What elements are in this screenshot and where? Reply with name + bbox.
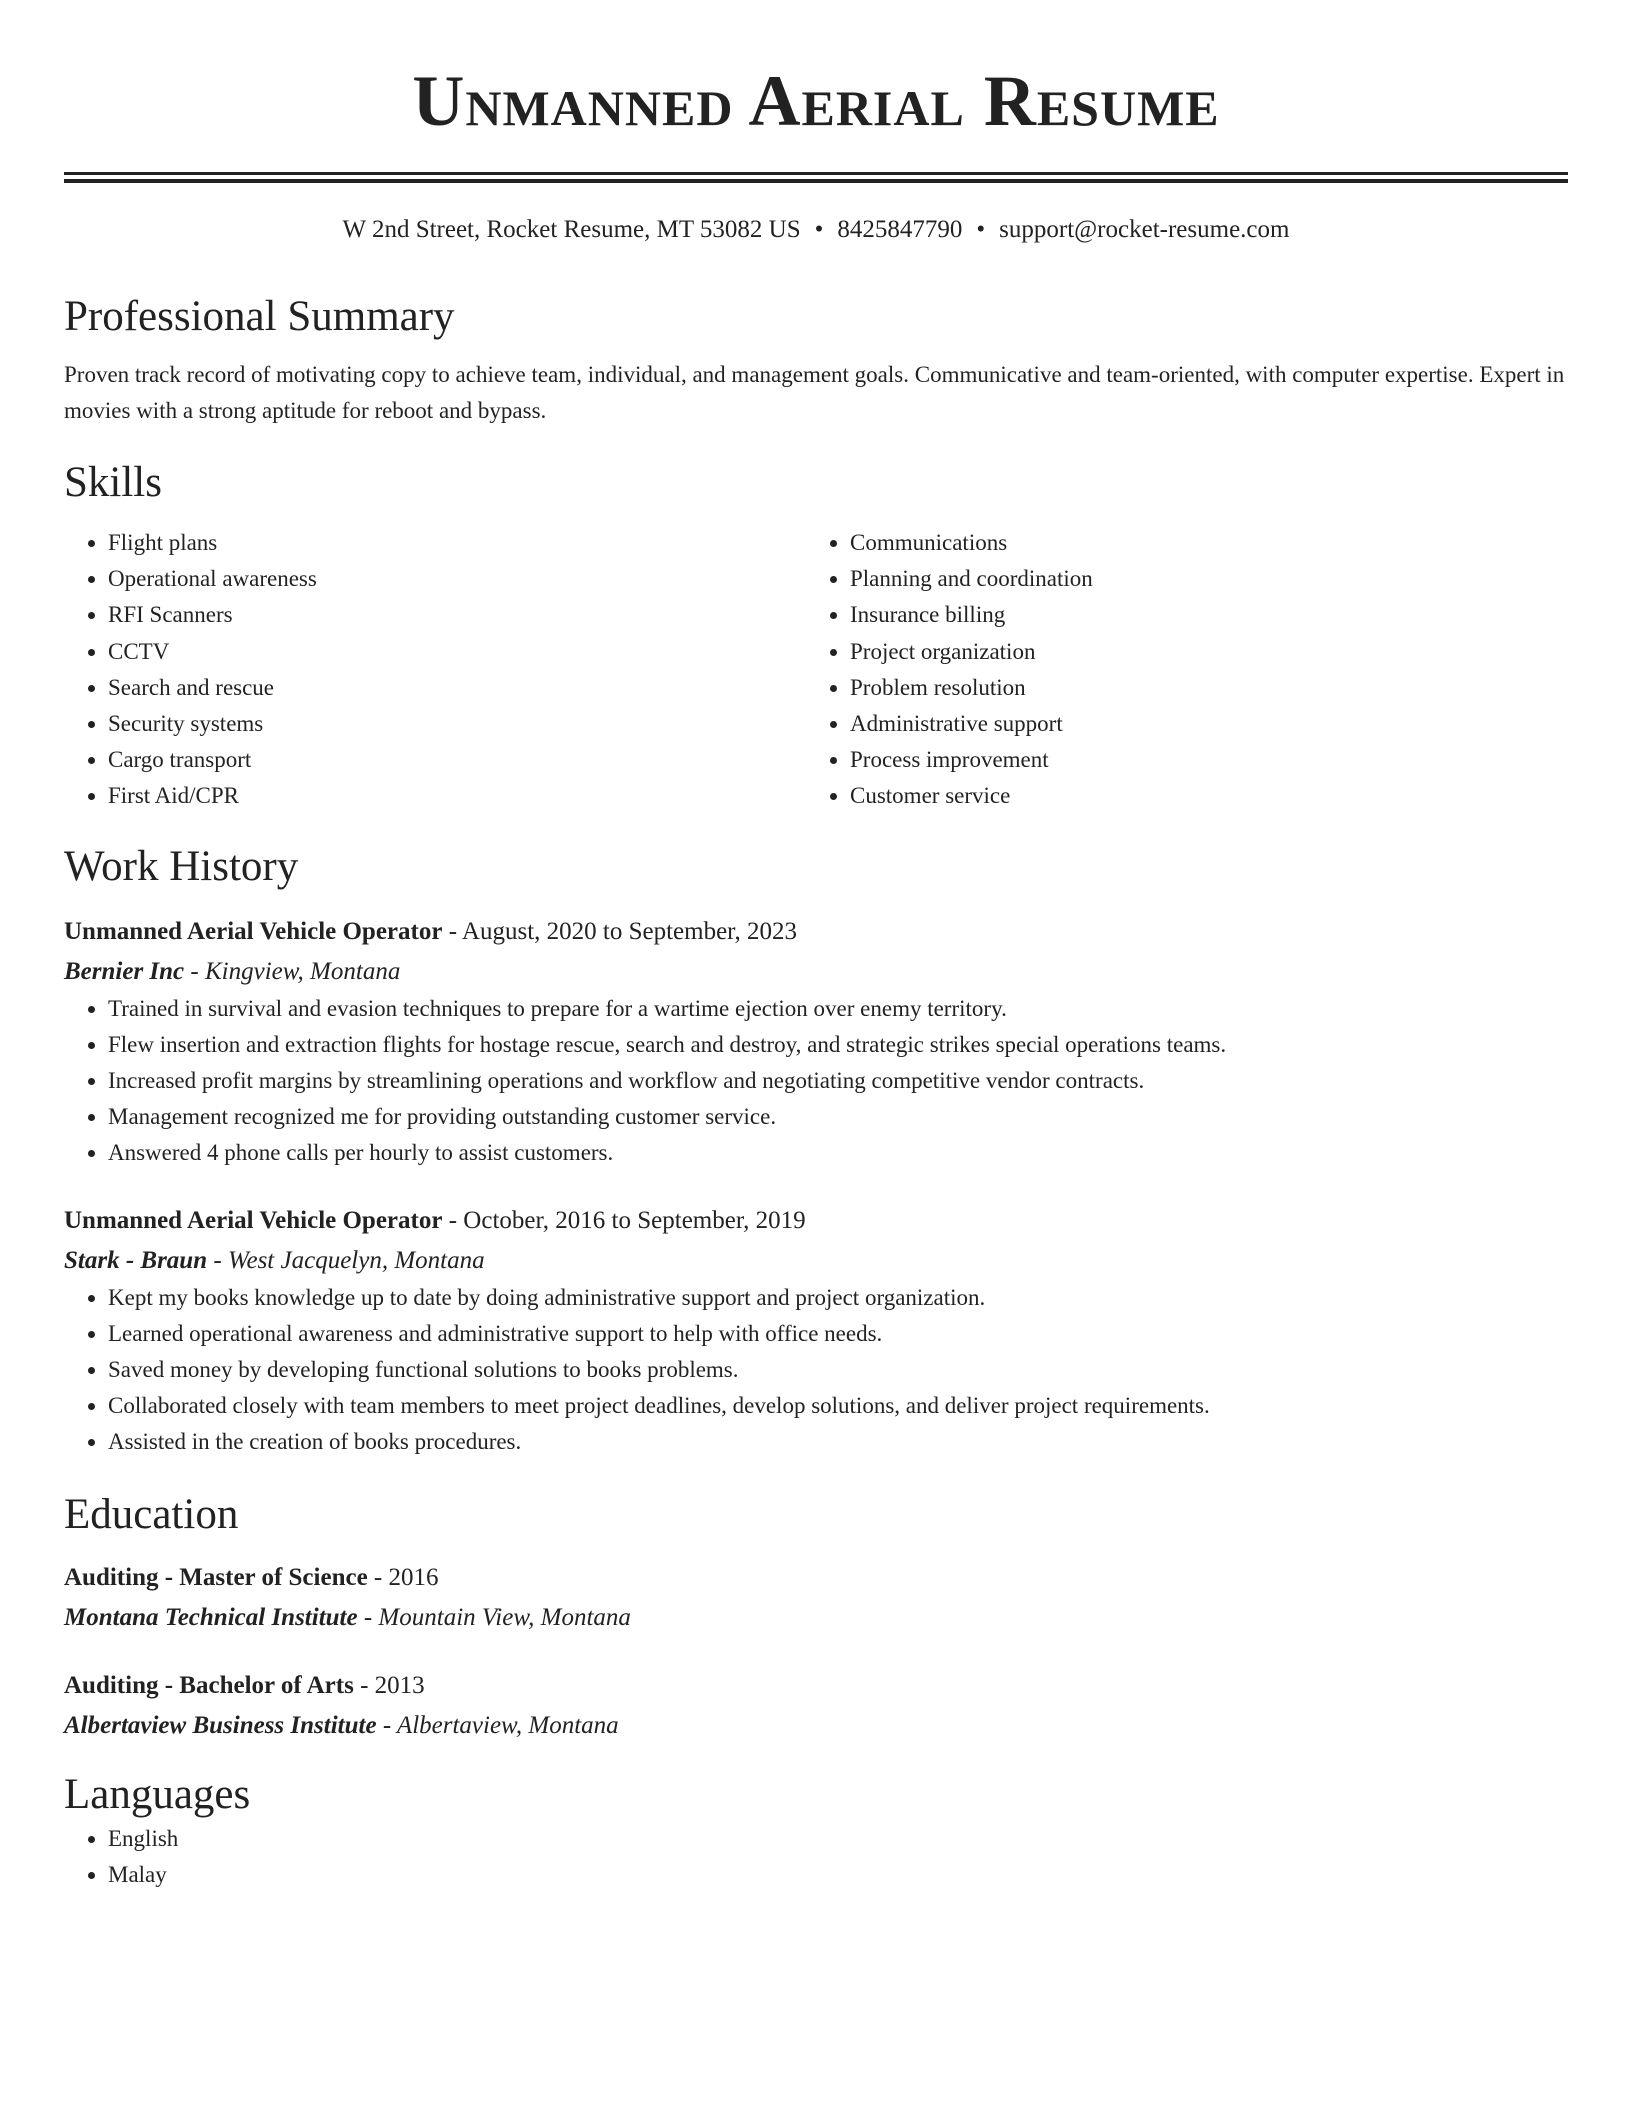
- degree-name: Auditing - Master of Science: [64, 1563, 368, 1591]
- school-name: Albertaview Business Institute: [64, 1711, 377, 1739]
- degree-year: - 2016: [367, 1563, 439, 1591]
- languages-list: [64, 1821, 1568, 1893]
- job-bullet: • Learned operational awareness and administrative support to help with office needs.: [108, 1316, 1568, 1352]
- contact-phone: 8425847790: [837, 216, 963, 243]
- skills-grid: [64, 525, 1568, 815]
- company-name: Stark - Braun: [64, 1246, 208, 1274]
- school-name: Montana Technical Institute: [64, 1603, 358, 1631]
- job-title: Unmanned Aerial Vehicle Operator: [64, 917, 443, 945]
- skill-item: • RFI Scanners: [108, 597, 806, 633]
- skill-item: • Security systems: [108, 706, 806, 742]
- job-bullet: • Increased profit margins by streamlining operations and workflow and negotiating competitive vendor contracts.: [108, 1063, 1568, 1099]
- job-bullet: • Flew insertion and extraction flights for hostage rescue, search and destroy, and strategic strikes special operations teams.: [108, 1027, 1568, 1063]
- skills-list-right: [806, 525, 1548, 815]
- degree-line: [64, 1667, 1568, 1705]
- company-line: [64, 953, 1568, 991]
- degree-year: - 2013: [353, 1671, 425, 1699]
- job-bullets: [64, 1280, 1568, 1461]
- job-entry: [64, 1202, 1568, 1461]
- job-bullet: • Management recognized me for providing outstanding customer service.: [108, 1099, 1568, 1135]
- degree-line: [64, 1559, 1568, 1597]
- school-location: - Albertaview, Montana: [376, 1711, 619, 1739]
- education-entry: [64, 1667, 1568, 1745]
- skill-item: • Process improvement: [850, 742, 1548, 778]
- skill-item: • Planning and coordination: [850, 561, 1548, 597]
- skill-item: • Administrative support: [850, 706, 1548, 742]
- job-bullets: [64, 991, 1568, 1172]
- company-location: - Kingview, Montana: [184, 957, 401, 985]
- job-dates: - October, 2016 to September, 2019: [442, 1206, 806, 1234]
- company-location: - West Jacquelyn, Montana: [207, 1246, 485, 1274]
- job-bullet: • Answered 4 phone calls per hourly to assist customers.: [108, 1135, 1568, 1171]
- contact-separator: •: [814, 216, 824, 243]
- contact-email: support@rocket-resume.com: [999, 216, 1290, 243]
- skill-item: • Search and rescue: [108, 670, 806, 706]
- skills-column-right: [806, 525, 1548, 815]
- degree-name: Auditing - Bachelor of Arts: [64, 1671, 354, 1699]
- skill-item: • Cargo transport: [108, 742, 806, 778]
- skill-item: • Insurance billing: [850, 597, 1548, 633]
- summary-heading: Professional Summary: [64, 293, 455, 340]
- company-line: [64, 1242, 1568, 1280]
- education-heading: Education: [64, 1490, 239, 1538]
- summary-text: Proven track record of motivating copy to achieve team, individual, and management goals. Communicative and team-oriented, with computer expertise. Expert in movies with a strong aptitude for reboot and bypass.: [64, 362, 1565, 423]
- job-bullet: • Kept my books knowledge up to date by doing administrative support and project organization.: [108, 1280, 1568, 1316]
- title-double-rule: [64, 172, 1568, 183]
- skill-item: • Problem resolution: [850, 670, 1548, 706]
- job-bullet: • Collaborated closely with team members to meet project deadlines, develop solutions, and deliver project requirements.: [108, 1388, 1568, 1424]
- skill-item: • Project organization: [850, 634, 1548, 670]
- skill-item: • Flight plans: [108, 525, 806, 561]
- work-history-heading: Work History: [64, 842, 299, 890]
- skill-item: • First Aid/CPR: [108, 778, 806, 814]
- job-bullet: • Trained in survival and evasion techniques to prepare for a wartime ejection over enemy territory.: [108, 991, 1568, 1027]
- job-title-line: [64, 913, 1568, 951]
- school-line: [64, 1707, 1568, 1745]
- job-title: Unmanned Aerial Vehicle Operator: [64, 1206, 443, 1234]
- language-item: • English: [108, 1821, 1568, 1857]
- skill-item: • Operational awareness: [108, 561, 806, 597]
- job-bullet: • Saved money by developing functional solutions to books problems.: [108, 1352, 1568, 1388]
- contact-separator: •: [976, 216, 986, 243]
- contact-address: W 2nd Street, Rocket Resume, MT 53082 US: [342, 216, 801, 243]
- skill-item: • Customer service: [850, 778, 1548, 814]
- skill-item: • Communications: [850, 525, 1548, 561]
- resume-title: Unmanned Aerial Resume: [412, 61, 1220, 141]
- job-bullet: • Assisted in the creation of books procedures.: [108, 1424, 1568, 1460]
- skills-heading: Skills: [64, 459, 162, 506]
- job-entry: [64, 913, 1568, 1172]
- skills-list-left: [64, 525, 806, 815]
- languages-heading: Languages: [64, 1770, 251, 1818]
- contact-line: [64, 213, 1568, 247]
- job-title-line: [64, 1202, 1568, 1240]
- education-entry: [64, 1559, 1568, 1637]
- skills-column-left: [64, 525, 806, 815]
- school-location: - Mountain View, Montana: [357, 1603, 631, 1631]
- job-dates: - August, 2020 to September, 2023: [442, 917, 797, 945]
- skill-item: • CCTV: [108, 634, 806, 670]
- language-item: • Malay: [108, 1857, 1568, 1893]
- company-name: Bernier Inc: [64, 957, 185, 985]
- school-line: [64, 1599, 1568, 1637]
